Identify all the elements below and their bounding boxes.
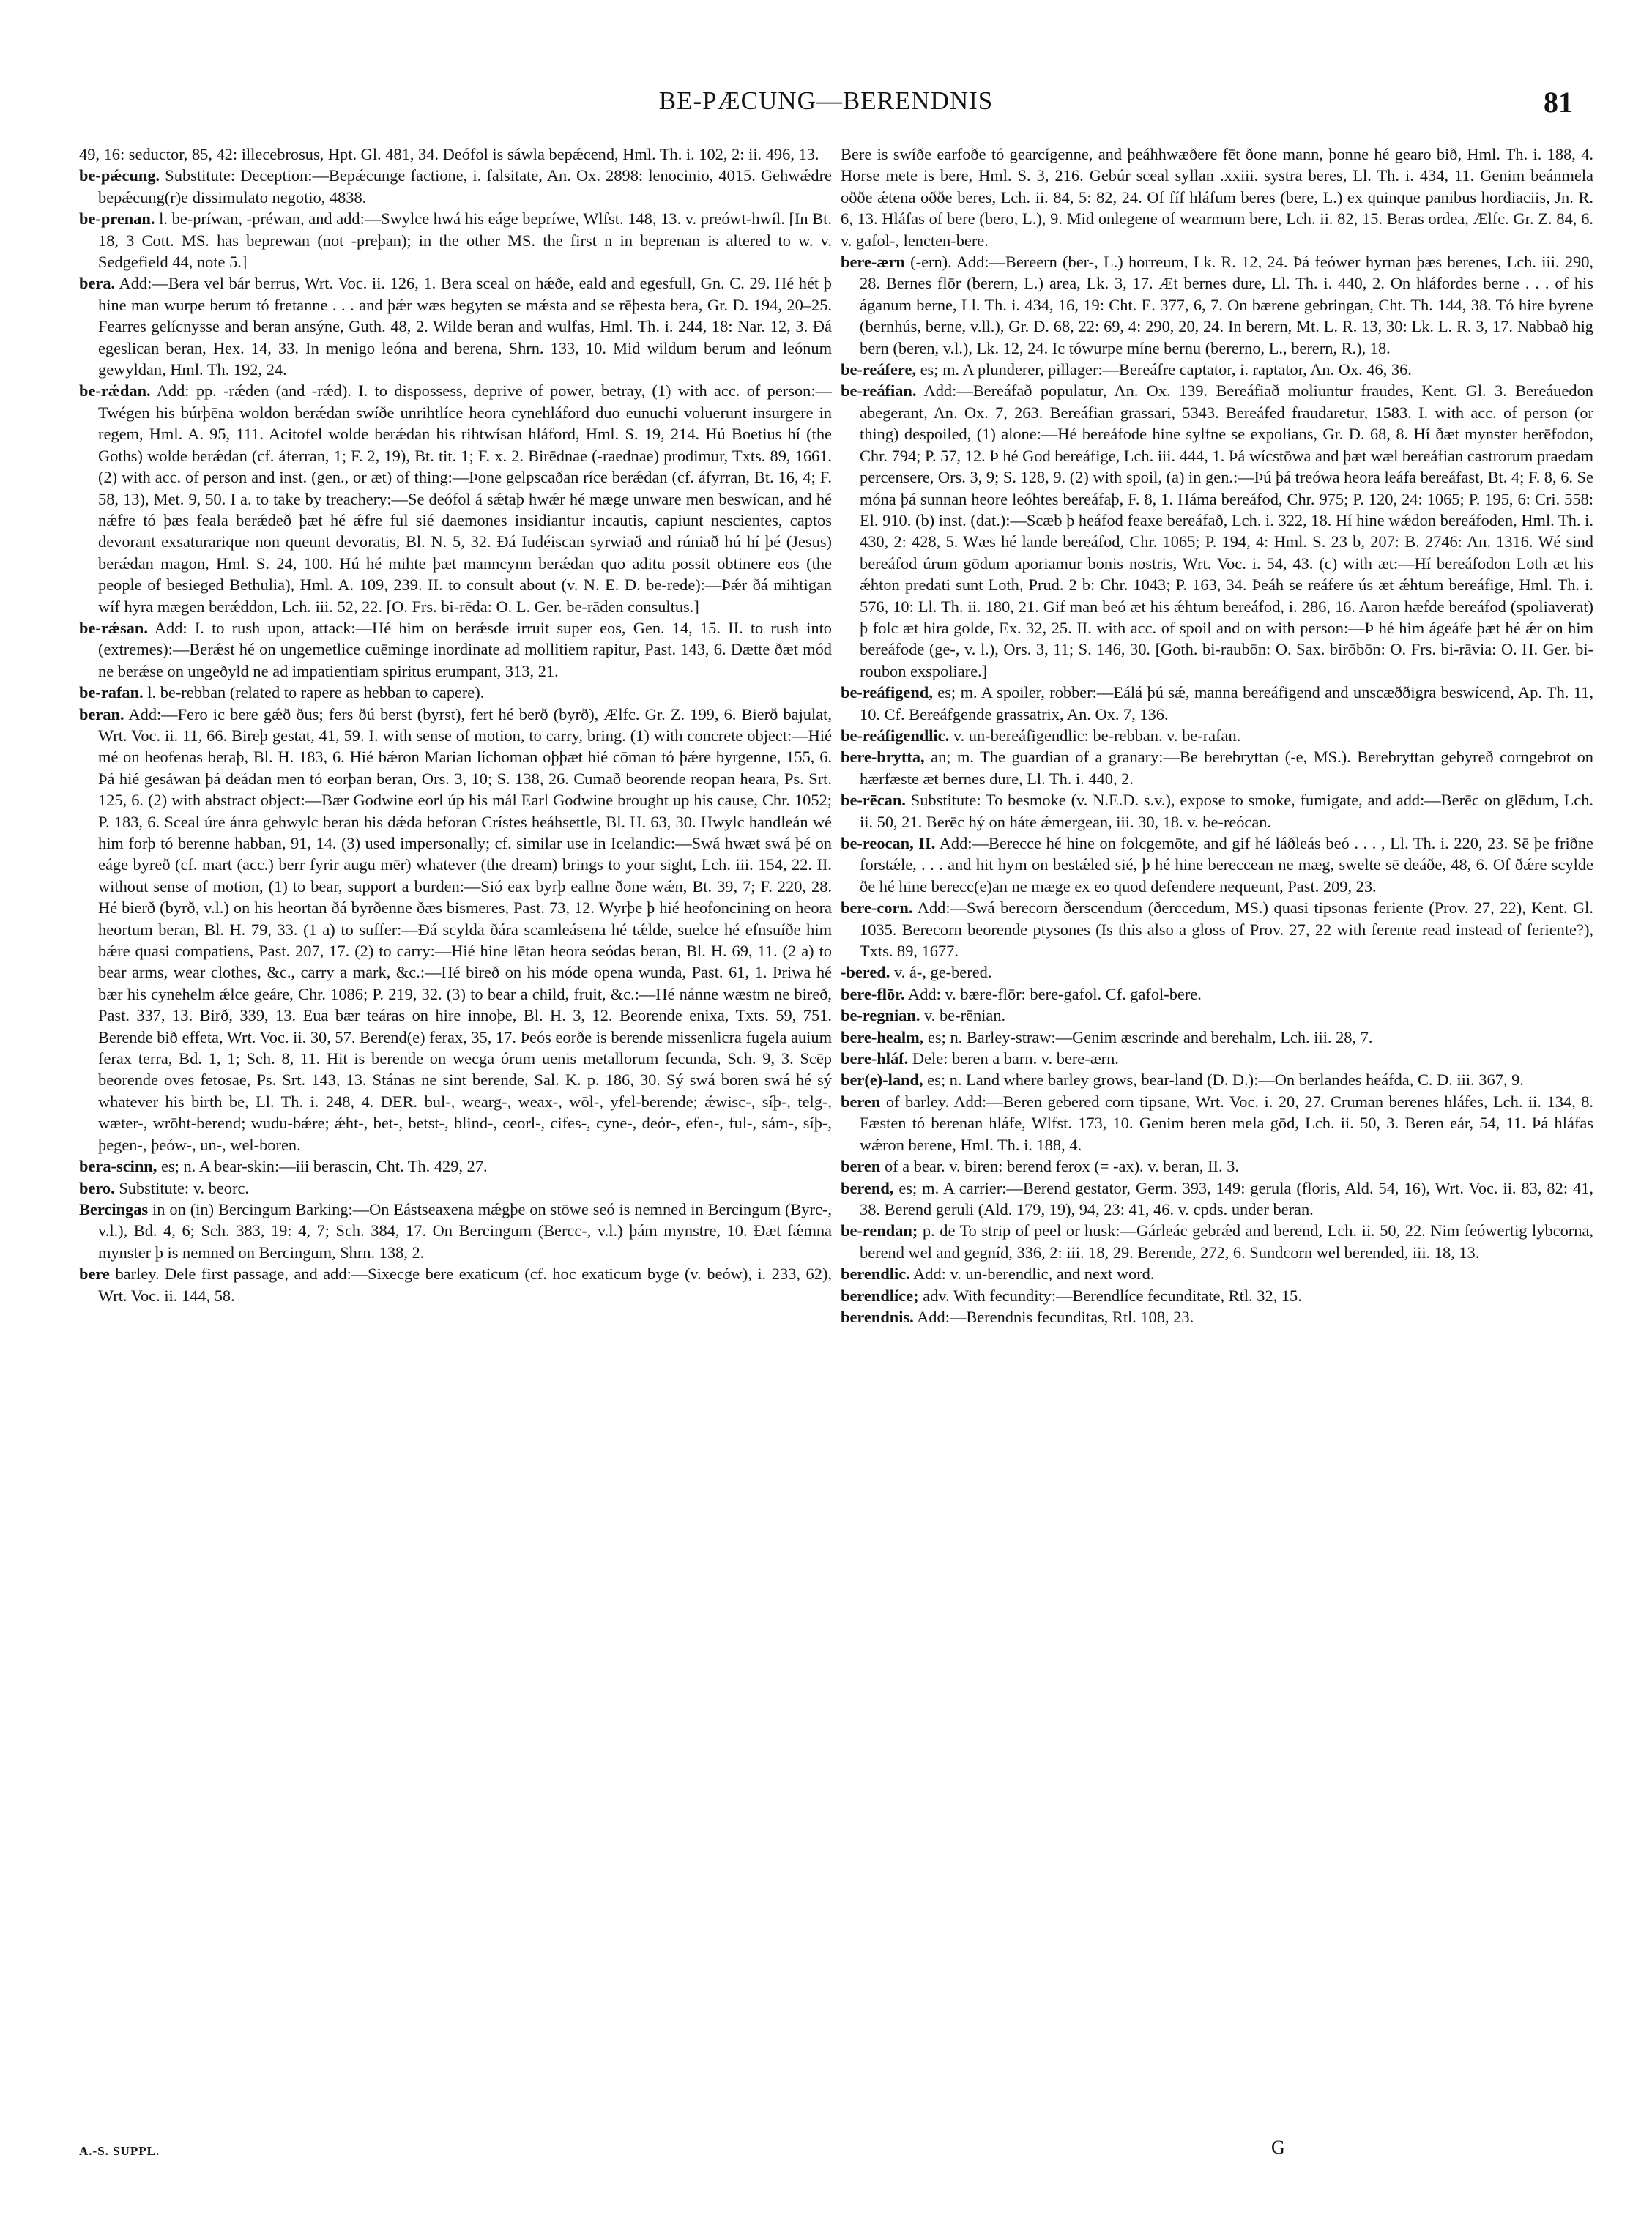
- entry-text: v. be-rēnian.: [924, 1006, 1006, 1025]
- entry-text: es; m. A spoiler, robber:—Eálá þú sǽ, manna bereáfigend and unscæððigra beswícend, Ap. Th. 11, 10. Cf. Bereáfgende grassatrix, An. Ox. 7, 136.: [860, 683, 1593, 723]
- entry-headword: be-rǽdan.: [79, 381, 151, 401]
- entry-headword: berendnis.: [841, 1307, 914, 1326]
- dictionary-entry: [841, 1285, 1593, 1306]
- entry-text: p. de To strip of peel or husk:—Gárleác gebrǽd and berend, Lch. ii. 50, 22. Nim feówertig lybcorna, berend wel and gegníd, 336, 2: iii. 18, 29. Berende, 272, 6. Sundcorn wel berended, iii. 18, 13.: [860, 1221, 1593, 1262]
- dictionary-entry: [79, 704, 832, 1156]
- dictionary-entry: [841, 1220, 1593, 1263]
- entry-text: of a bear. v. biren: berend ferox (= -ax). v. beran, II. 3.: [884, 1157, 1240, 1176]
- entry-headword: bere-healm,: [841, 1027, 924, 1046]
- entry-text: l. be-príwan, -préwan, and add:—Swylce hwá his eáge bepríwe, Wlfst. 148, 13. v. preówt-hwíl. [In Bt. 18, 3 Cott. MS. has beprewan (not -preþan); in the other MS. the first n in beprenan is altered to w. v. Sedgefield 44, note 5.]: [98, 209, 832, 272]
- gathering-mark: G: [1271, 2137, 1285, 2158]
- entry-text: Add:—Berendnis fecunditas, Rtl. 108, 23.: [917, 1307, 1194, 1326]
- entry-text: es; m. A carrier:—Berend gestator, Germ. 393, 149: gerula (floris, Ald. 54, 16), Wrt. Voc. ii. 83, 82: 41, 38. Berend geruli (Ald. 179, 19), 94, 23: 41, 46. v. cpds. under beran.: [860, 1178, 1593, 1218]
- entry-headword: berendlíce;: [841, 1286, 919, 1305]
- entry-text: es; n. Land where barley grows, bear-land (D. D.):—On berlandes heáfda, C. D. iii. 367, 9.: [927, 1071, 1524, 1090]
- entry-headword: be-pǽcung.: [79, 166, 160, 185]
- dictionary-entry: [841, 725, 1593, 746]
- dictionary-entry: [841, 1005, 1593, 1026]
- dictionary-entry: [841, 1069, 1593, 1090]
- dictionary-entry: [841, 359, 1593, 380]
- entry-headword: bere-hláf.: [841, 1049, 909, 1068]
- dictionary-entry: [841, 897, 1593, 961]
- dictionary-entry: [79, 165, 832, 208]
- entry-headword: berend,: [841, 1178, 894, 1197]
- entry-text: Add:—Fero ic bere gǽð ðus; fers ðú berst (byrst), fert hé berð (byrð), Ælfc. Gr. Z. 199, 6. Bierð bajulat, Wrt. Voc. ii. 11, 66. Bireþ gestat, 41, 59. I. with sense of motion, to carry, bring. (1) with concrete object:—Hié mé on heofenas beraþ, Bl. H. 183, 6. Hié bǽron Marian líchoman oþþæt hié cōman tó þǽre byrgenne, 155, 6. Þá hié gesáwan þá deádan men tó eorþan beran, Ors. 3, 10; S. 138, 26. Cumað beorende reopan heara, Ps. Srt. 125, 6. (2) with abstract object:—Bær Godwine eorl úp his mál Earl Godwine brought up his cause, Chr. 1052; P. 183, 6. Sceal úre ánra gehwylc beran his dǽda beforan Crístes heáhsettle, Bl. H. 63, 30. Hwylc handleán wé him forþ tó berenne habban, 91, 14. (3) used impersonally; cf. similar use in Icelandic:—Swá hwæt swá þé on eáge byreð (cf. mart (acc.) berr fyrir augu mēr) whatever (the dream) brings to your sight, Lch. iii. 154, 22. II. without sense of motion, (1) to bear, support a burden:—Sió eax byrþ eallne ðone wǽn, Bt. 39, 7; F. 220, 28. Hé bierð (byrð, v.l.) on his heortan ðá byrðenne ðæs bismeres, Past. 73, 12. Wyrþe þ hié heofoncining on heora heortum beran, Bl. H. 79, 33. (1 a) to suffer:—Ðá scylda ðára scamleásena hé tǽlde, suelce hé efnsuíðe him bǽre quasi compatiens, Past. 207, 17. (2) to carry:—Hié hine lētan heora seódas beran, Bl. H. 69, 11. (2 a) to bear arms, wear clothes, &c., carry a mark, &c.:—Hé bireð on his móde opena wunda, Past. 61, 1. Þriwa hé bær his cynehelm ǽlce geáre, Chr. 1086; P. 219, 32. (3) to bear a child, fruit, &c.:—Hé nánne wæstm ne bireð, Past. 337, 13. Birð, 339, 13. Eua bær teáras on hire innoþe, Bl. H. 3, 12. Beorende enixa, Txts. 59, 751. Berende bið effeta, Wrt. Voc. ii. 30, 57. Berend(e) ferax, 35, 17. Þeós eorðe is berende missenlicra fugela auium ferax terra, Bd. 1, 1; Sch. 8, 11. Hit is berende on wecga órum uenis metallorum fecunda, Sch. 9, 3. Scēp beorende oves fetosae, Ps. Srt. 143, 13. Stánas ne sint berende, Sal. K. p. 186, 30. Sý swá boren swá hé sý whatever his birth be, Ll. Th. i. 248, 4. DER. bul-, wearg-, weax-, wōl-, yfel-berende; ǽwisc-, síþ-, telg-, wæter-, wrōht-berend; wudu-bǽre; ǽht-, bet-, betst-, blind-, ceorl-, cifes-, cyne-, deór-, efen-, ful-, sám-, síþ-, þegen-, þeów-, un-, wel-boren.: [98, 704, 832, 1154]
- entry-text: adv. With fecundity:—Berendlíce fecunditate, Rtl. 32, 15.: [923, 1286, 1302, 1305]
- dictionary-entry: [79, 144, 832, 165]
- entry-headword: -bered.: [841, 963, 890, 982]
- entry-text: Add:—Bereáfað populatur, An. Ox. 139. Bereáfiað moliuntur fraudes, Kent. Gl. 3. Bereáuedon abegerant, An. Ox. 7, 263. Bereáfian grassari, 5343. Bereáfed fraudaretur, 1583. I. with acc. of person (or thing) despoiled, (1) alone:—Hé bereáfode hine sylfne se expolians, Gr. D. 68, 8. Hí ðæt mynster berēfodon, Chr. 794; P. 57, 12. Þ hé God bereáfige, Lch. iii. 444, 1. Þá wícstōwa and þæt wæl bereáfian castrorum praedam percensere, Ors. 3, 9; S. 128, 9. (2) with spoil, (a) in gen.:—Þú þá treówa heora leáfa bereáfast, Bt. 4; F. 8, 6. Se móna þá sunnan heore leóhtes bereáfaþ, F. 8, 1. Háma bereáfod, Chr. 975; P. 120, 24: 1065; P. 195, 6: Cri. 558: El. 910. (b) inst. (dat.):—Scæb þ heáfod feaxe bereáfað, Lch. i. 322, 18. Hí hine wǽdon bereáfoden, Hml. Th. i. 430, 2: 428, 5. Wæs hé lande bereáfod, Chr. 1065; P. 194, 4: Hml. S. 23 b, 207: B. 2746: An. 1316. Wé sind bereáfod úrum gōdum aporiamur bonis nostris, Wrt. Voc. i. 54, 43. (c) with æt:—Hí bereáfodon Loth æt his ǽhton predati sunt Loth, Prud. 2 b: Chr. 1043; P. 163, 34. Þeáh se reáfere ús æt ǽhtum bereáfige, Hml. Th. i. 576, 10: Ll. Th. ii. 180, 21. Gif man beó æt his ǽhtum bereáfod, i. 286, 16. Aaron hæfde bereáfod (spoliaverat) þ folc æt hira golde, Ex. 32, 25. II. with acc. of spoil and on with person:—Þ hé him ágeáfe þæt hé ǽr on him bereáfode (ge-, v. l.), Ors. 3, 11; S. 146, 30. [Goth. bi-raubōn: O. Sax. birōbōn: O. Frs. bi-rāvia: O. H. Ger. bi-roubon exspoliare.]: [860, 381, 1593, 680]
- entry-headword: be-prenan.: [79, 209, 155, 228]
- dictionary-entry: [79, 1155, 832, 1177]
- entry-text: (-ern). Add:—Bereern (ber-, L.) horreum, Lk. R. 12, 24. Þá feówer hyrnan þæs berenes, Lch. iii. 290, 28. Bernes flōr (berern, L.) area, Lk. 3, 17. Æt bernes dure, Ll. Th. i. 440, 2. On hláfordes berne . . . of his áganum berne, Ll. Th. i. 434, 16, 19: Cht. E. 377, 6, 7. On bærene gebringan, Cht. Th. 144, 38. Tó hire byrene (bernhús, berne, v.ll.), Gr. D. 68, 22: 69, 4: 290, 20, 24. In berern, Mt. L. R. 13, 30: Lk. L. R. 3, 17. Nabbað hig bern (beren, v.l.), Lk. 12, 24. Ic tówurpe míne bernu (bererno, L., berern, R.), 18.: [860, 253, 1593, 357]
- entry-headword: be-rēcan.: [841, 791, 906, 810]
- entry-text: Bere is swíðe earfoðe tó gearcígenne, and þeáhhwæðere fēt ðone mann, þonne hé gearo bið, Hml. Th. i. 188, 4. Horse mete is bere, Hml. S. 3, 216. Gebúr sceal syllan .xxiii. systra beres, Ll. Th. i. 434, 11. Genim beánmela oððe ǽtena oððe beres, Lch. ii. 84, 5: 82, 24. Of fíf hláfum beres (bere, L.) ex quinque panibus hordiaciis, Jn. R. 6, 13. Hláfas of bere (bero, L.), 9. Mid onlegene of wearmum bere, Lch. ii. 82, 15. Beras ordea, Ælfc. Gr. Z. 84, 6. v. gafol-, lencten-bere.: [841, 145, 1593, 250]
- entry-text: Substitute: v. beorc.: [119, 1178, 249, 1197]
- entry-headword: bere: [79, 1265, 110, 1284]
- entry-headword: bera-scinn,: [79, 1157, 157, 1176]
- entry-headword: be-rafan.: [79, 683, 144, 702]
- dictionary-entry: [79, 380, 832, 617]
- dictionary-entry: [79, 617, 832, 682]
- dictionary-entry: [841, 983, 1593, 1005]
- entry-text: v. á-, ge-bered.: [893, 963, 992, 982]
- entry-headword: be-regnian.: [841, 1006, 920, 1025]
- entry-headword: beren: [841, 1092, 881, 1111]
- entry-text: an; m. The guardian of a granary:—Be berebryttan (-e, MS.). Berebryttan gebyreð corngebrot on hærfæste æt bernes dure, Ll. Th. i. 440, 2.: [860, 748, 1593, 788]
- entry-text: l. be-rebban (related to rapere as hebban to capere).: [147, 683, 485, 702]
- dictionary-entry: [841, 251, 1593, 359]
- dictionary-entry: [79, 682, 832, 703]
- entry-headword: ber(e)-land,: [841, 1071, 923, 1090]
- entry-headword: bere-ærn: [841, 253, 905, 272]
- left-column: [79, 144, 832, 2167]
- dictionary-entry: [841, 380, 1593, 682]
- entry-text: v. un-bereáfigendlic: be-rebban. v. be-rafan.: [953, 726, 1241, 745]
- entry-text: Add: v. un-berendlic, and next word.: [913, 1265, 1155, 1284]
- signature-mark: A.-S. SUPPL.: [79, 2144, 160, 2158]
- entry-headword: be-reáfian.: [841, 381, 917, 401]
- dictionary-entry: [841, 1091, 1593, 1155]
- entry-text: Substitute: To besmoke (v. N.E.D. s.v.), expose to smoke, fumigate, and add:—Berēc on glēdum, Lch. ii. 50, 21. Berēc hý on háte ǽmergean, iii. 30, 18. v. be-reócan.: [860, 791, 1593, 831]
- dictionary-entry: [841, 1263, 1593, 1284]
- dictionary-entry: [841, 1306, 1593, 1328]
- dictionary-entry: [79, 272, 832, 380]
- entry-text: barley. Dele first passage, and add:—Sixecge bere exaticum (cf. hoc exaticum byge (v. beów), i. 233, 62), Wrt. Voc. ii. 144, 58.: [98, 1265, 832, 1305]
- dictionary-entry: [79, 208, 832, 272]
- entry-text: Dele: beren a barn. v. bere-ærn.: [912, 1049, 1119, 1068]
- page-number: 81: [1544, 86, 1573, 119]
- entry-text: 49, 16: seductor, 85, 42: illecebrosus, Hpt. Gl. 481, 34. Deófol is sáwla bepǽcend, Hml. Th. i. 102, 2: ii. 496, 13.: [79, 145, 819, 163]
- dictionary-entry: [79, 1263, 832, 1306]
- entry-text: Add: v. bære-flōr: bere-gafol. Cf. gafol-bere.: [908, 984, 1202, 1003]
- entry-text: es; n. A bear-skin:—iii berascin, Cht. Th. 429, 27.: [160, 1157, 488, 1176]
- entry-headword: be-reáfigend,: [841, 683, 933, 702]
- entry-text: es; n. Barley-straw:—Genim æscrinde and berehalm, Lch. iii. 28, 7.: [927, 1027, 1373, 1046]
- entry-text: Add:—Swá berecorn ðerscendum (ðerccedum, MS.) quasi tipsonas feriente (Prov. 27, 22), Kent. Gl. 1035. Berecorn beorende ptysones (Is this also a gloss of Prov. 27, 22 with ferente read instead of feriente?), Txts. 89, 1677.: [860, 898, 1593, 961]
- dictionary-entry: [841, 789, 1593, 833]
- dictionary-entry: [79, 1177, 832, 1199]
- dictionary-entry: [841, 746, 1593, 789]
- entry-text: Add:—Berecce hé hine on folcgemōte, and gif hé láðleás beó . . . , Ll. Th. i. 220, 23. Sē þe friðne forstǽle, . . . and hit hym on bestǽled sié, þ hé hine bereccean ne mæg, swelte sē deáðe, 48, 6. Of ðǽre scylde ðe hé hine berecc(e)an ne mæge ex eo quod defendere nequeunt, Past. 209, 23.: [860, 834, 1593, 896]
- entry-headword: be-reáfigendlic.: [841, 726, 950, 745]
- dictionary-entry: [841, 961, 1593, 983]
- entry-text: es; m. A plunderer, pillager:—Bereáfre captator, i. raptator, An. Ox. 46, 36.: [920, 360, 1412, 379]
- entry-headword: bero.: [79, 1178, 115, 1197]
- dictionary-entry: [841, 1155, 1593, 1177]
- entry-text: Add: I. to rush upon, attack:—Hé him on berǽsde irruit super eos, Gen. 14, 15. II. to rush into (extremes):—Berǽst hé on ungemetlice cuēminge inordinate ad mollitiem rapitur, Past. 143, 6. Ðætte ðæt mód ne berǽse on ungeðyld ne ad impatientiam spiritus erumpant, 313, 21.: [98, 618, 832, 680]
- entry-headword: bere-brytta,: [841, 748, 925, 767]
- entry-text: Add:—Bera vel bár berrus, Wrt. Voc. ii. 126, 1. Bera sceal on hǽðe, eald and egesfull, Gn. C. 29. Hé hét þ hine man wurpe berum tó fretanne . . . and þǽr wæs begyten se mǽsta and se rēþesta bera, Gr. D. 194, 20–25. Fearres gelícnysse and beran ansýne, Guth. 48, 2. Wilde beran and wulfas, Hml. Th. i. 244, 18: Nar. 12, 3. Ðá egeslican beran, Hex. 14, 33. In menigo leóna and berena, Shrn. 133, 10. Mid wildum berum and leónum gewyldan, Hml. Th. 192, 24.: [98, 274, 832, 379]
- dictionary-entry: [841, 144, 1593, 251]
- dictionary-entry: [841, 833, 1593, 897]
- dictionary-entry: [841, 1177, 1593, 1221]
- entry-headword: bere-flōr.: [841, 984, 905, 1003]
- dictionary-entry: [841, 1027, 1593, 1048]
- entry-text: in on (in) Bercingum Barking:—On Eástseaxena mǽgþe on stōwe seó is nemned in Bercingum (Byrc-, v.l.), Bd. 4, 6; Sch. 383, 19: 4, 7; Sch. 384, 17. On Bercingum (Bercc-, v.l.) þám mynstre, 10. Ðæt fǽmna mynster þ is nemned on Bercingum, Shrn. 138, 2.: [98, 1199, 832, 1262]
- entry-headword: be-rǽsan.: [79, 618, 148, 637]
- dictionary-entry: [79, 1199, 832, 1263]
- right-column: [841, 144, 1593, 2167]
- dictionary-entry: [841, 1048, 1593, 1069]
- entry-headword: be-reocan, II.: [841, 834, 936, 852]
- entry-headword: berendlic.: [841, 1265, 910, 1284]
- entry-text: of barley. Add:—Beren gebered corn tipsane, Wrt. Voc. i. 20, 27. Cruman berenes hláfes, Lch. ii. 134, 8. Fæsten tó berenan hláfe, Wlfst. 173, 10. Genim beren mela gōd, Lch. ii. 50, 3. Beren eár, 54, 11. Þá hláfas wǽron berene, Hml. Th. i. 188, 4.: [860, 1092, 1593, 1154]
- entry-headword: be-reáfere,: [841, 360, 916, 379]
- entry-text: Add: pp. -rǽden (and -rǽd). I. to dispossess, deprive of power, betray, (1) with acc. of person:—Twégen his búrþēna woldon berǽdan swíðe unrihtlíce heora cynehláford duo eunuchi voluerunt insurgere in regem, Hml. A. 95, 111. Acitofel wolde berǽdan his rihtwísan hláford, Hml. S. 19, 214. Hú Boetius hí (the Goths) wolde berǽdan (cf. áferran, 1; F. 2, 19), Bt. tit. 1; F. x. 2. Birēdnae (-raednae) prodimur, Txts. 89, 1661. (2) with acc. of person and inst. (gen., or æt) of thing:—Þone gelpscaðan ríce berǽdan (cf. áfyrran, Bt. 16, 4; F. 58, 13), Met. 9, 50. I a. to take by treachery:—Se deófol á sǽtaþ hwǽr hé mæge unware men beswícan, and hé nǽfre tó þæs feala berǽdeð þæt hé ǽfre ful sié daemones insidiantur incautis, capiunt nescientes, captos devorant exsaturarique non queunt devoratis, Bl. N. 5, 32. Ðá Iudéiscan syrwiað and rúniað hú hí þé (Jesus) berǽdan magon, Hml. S. 24, 100. Hú hé mihte þæt manncynn berǽdan quo aditu possit obtinere eos (the people of besieged Bethulia), Hml. A. 109, 239. II. to consult about (v. N. E. D. be-rede):—Þǽr ðá mihtigan wíf hyra mægen berǽddon, Lch. iii. 52, 22. [O. Frs. bi-rēda: O. L. Ger. be-rāden consultus.]: [98, 381, 832, 616]
- entry-headword: be-rendan;: [841, 1221, 918, 1240]
- entry-headword: bere-corn.: [841, 898, 913, 917]
- entry-headword: beran.: [79, 704, 124, 723]
- entry-headword: bera.: [79, 274, 116, 293]
- entry-headword: Bercingas: [79, 1199, 149, 1218]
- running-head: BE-PÆCUNG—BERENDNIS: [658, 86, 994, 115]
- entry-headword: beren: [841, 1157, 881, 1176]
- entry-text: Substitute: Deception:—Bepǽcunge factione, i. falsitate, An. Ox. 2898: lenocinio, 4015. Gehwǽdre bepǽcung(r)e dissimulato negotio, 4838.: [98, 166, 832, 206]
- dictionary-entry: [841, 682, 1593, 725]
